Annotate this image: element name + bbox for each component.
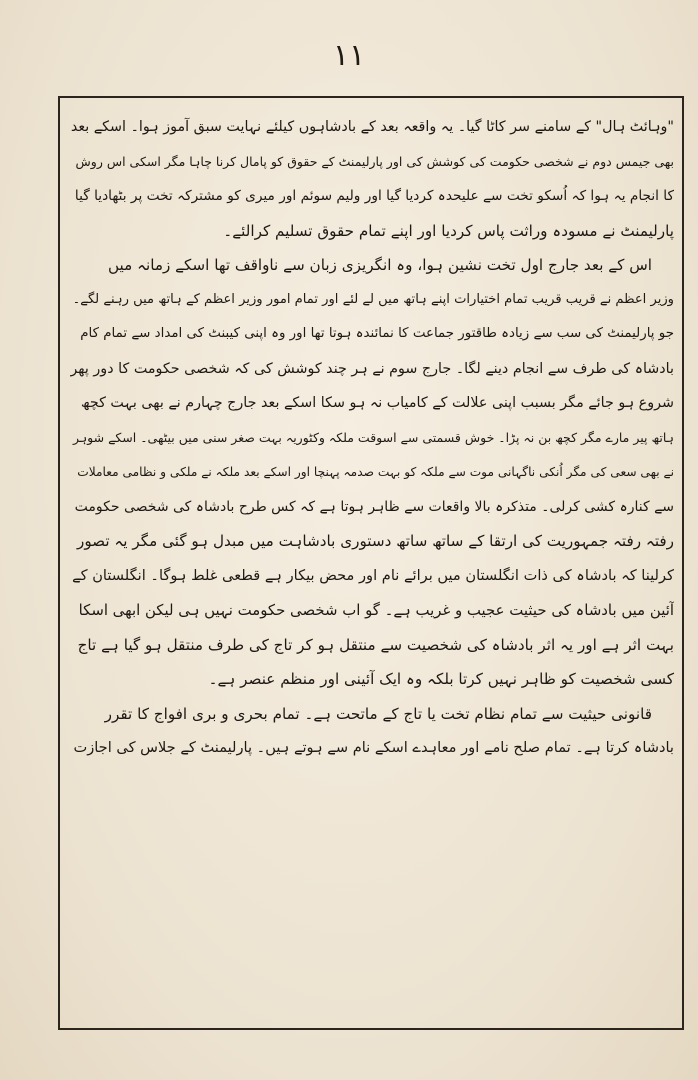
- text-line: جو پارلیمنٹ کی سب سے زیادہ طاقتور جماعت کا نمائندہ ہوتا تھا اور وہ اپنی کیبنٹ کی امداد سے تمام کام: [80, 326, 674, 341]
- text-line: بھی جیمس دوم نے شخصی حکومت کی کوشش کی اور پارلیمنٹ کے حقوق کو پامال کرنا چاہا مگر اسکی اس روش: [75, 153, 674, 169]
- body-text: [70, 110, 674, 1018]
- text-line: اس کے بعد جارج اول تخت نشین ہوا، وہ انگریزی زبان سے ناواقف تھا اسکے زمانہ میں: [107, 256, 652, 274]
- text-line: نے بھی سعی کی مگر اُنکی ناگہانی موت سے ملکہ کو بہت صدمہ پہنچا اور اسکے بعد ملکہ نے ملکی و نظامی معاملات: [77, 465, 674, 479]
- text-line: قانونی حیثیت سے تمام نظام تخت یا تاج کے ماتحت ہے۔ تمام بحری و بری افواج کا تقرر: [104, 704, 652, 723]
- text-line: سے کنارہ کشی کرلی۔ متذکرہ بالا واقعات سے ظاہر ہوتا ہے کہ کس طرح بادشاہ کی شخصی حکومت: [74, 498, 674, 515]
- text-line: ہاتھ پیر مارے مگر کچھ بن نہ پڑا۔ خوش قسمتی سے اسوقت ملکہ وکٹوریہ بہت صغر سنی میں بیٹھی۔ اسکے شوہر: [72, 429, 674, 445]
- text-line: کسی شخصیت کو ظاہر نہیں کرتا بلکہ وہ ایک آئینی اور منظم عنصر ہے۔: [208, 670, 674, 688]
- text-line: بہت اثر ہے اور یہ اثر بادشاہ کی شخصیت سے منتقل ہو کر تاج کی طرف منتقل ہو گیا ہے تاج: [77, 635, 674, 654]
- text-line: پارلیمنٹ نے مسودہ وراثت پاس کردیا اور اپنے تمام حقوق تسلیم کرالئے۔: [223, 221, 674, 240]
- text-frame: [58, 96, 684, 1030]
- text-line: وزیر اعظم نے قریب قریب تمام اختیارات اپنے ہاتھ میں لے لئے اور تمام امور وزیر اعظم کے ہاتھ میں رہنے لگے۔: [72, 291, 674, 307]
- text-line: آئین میں بادشاہ کی حیثیت عجیب و غریب ہے۔ گو اب شخصی حکومت نہیں ہی لیکن ابھی اسکا: [78, 601, 674, 619]
- text-line: کرلینا کہ بادشاہ کی ذات انگلستان میں برائے نام اور محض بیکار ہے قطعی غلط ہوگا۔ انگلستان کے: [72, 566, 674, 584]
- text-line: بادشاہ کی طرف سے انجام دینے لگا۔ جارج سوم نے ہر چند کوشش کی کہ شخصی حکومت کا دور پھر: [70, 360, 674, 377]
- text-line: شروع ہو جائے مگر بسبب اپنی علالت کے کامیاب نہ ہو سکا اسکے بعد جارج چہارم نے بھی بہت کچھ: [80, 395, 674, 411]
- text-line: کا انجام یہ ہوا کہ اُسکو تخت سے علیحدہ کردیا گیا اور ولیم سوئم اور میری کو مشترکہ تخت پر بٹھادیا گیا: [74, 188, 674, 204]
- page-number: ۱۱: [332, 38, 366, 73]
- text-line: "وہائٹ ہال" کے سامنے سر کاٹا گیا۔ یہ واقعہ بعد کے بادشاہوں کیلئے نہایت سبق آموز ہوا۔ اسکے بعد: [70, 119, 674, 135]
- text-line: بادشاہ کرتا ہے۔ تمام صلح نامے اور معاہدے اسکے نام سے ہوتے ہیں۔ پارلیمنٹ کے جلاس کی اجازت: [73, 739, 674, 756]
- text-line: رفتہ رفتہ جمہوریت کی ارتقا کے ساتھ ساتھ دستوری بادشاہت میں مبدل ہو گئی مگر یہ تصور: [77, 532, 674, 550]
